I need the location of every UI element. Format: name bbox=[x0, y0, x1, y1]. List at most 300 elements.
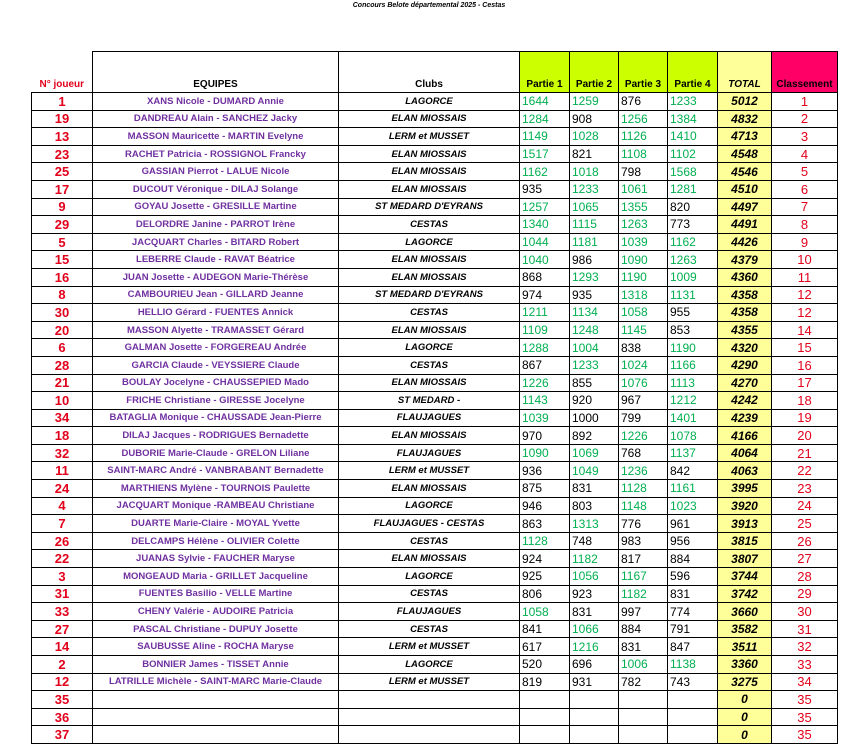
score-partie-3: 1076 bbox=[619, 374, 668, 392]
total-score: 5012 bbox=[718, 93, 772, 111]
score-partie-1: 925 bbox=[520, 568, 570, 586]
club-name bbox=[339, 726, 520, 744]
score-partie-1 bbox=[520, 691, 570, 709]
score-partie-3: 1226 bbox=[619, 427, 668, 445]
club-name: FLAUJAGUES bbox=[339, 444, 520, 462]
ranking: 35 bbox=[772, 726, 838, 744]
club-name: ELAN MIOSSAIS bbox=[339, 321, 520, 339]
player-number: 11 bbox=[32, 462, 93, 480]
club-name: ELAN MIOSSAIS bbox=[339, 374, 520, 392]
team-names: DANDREAU Alain - SANCHEZ Jacky bbox=[93, 110, 339, 128]
score-partie-4: 1212 bbox=[668, 392, 718, 410]
ranking: 24 bbox=[772, 497, 838, 515]
team-names: JUAN Josette - AUDEGON Marie-Thérèse bbox=[93, 268, 339, 286]
player-number: 36 bbox=[32, 708, 93, 726]
table-row bbox=[32, 304, 838, 322]
team-names: XANS Nicole - DUMARD Annie bbox=[93, 93, 339, 111]
ranking: 7 bbox=[772, 198, 838, 216]
score-partie-4: 1113 bbox=[668, 374, 718, 392]
total-score: 4546 bbox=[718, 163, 772, 181]
team-names: CHENY Valérie - AUDOIRE Patricia bbox=[93, 603, 339, 621]
score-partie-3: 831 bbox=[619, 638, 668, 656]
player-number: 34 bbox=[32, 409, 93, 427]
score-partie-4: 820 bbox=[668, 198, 718, 216]
score-partie-4: 1166 bbox=[668, 356, 718, 374]
club-name: LAGORCE bbox=[339, 93, 520, 111]
club-name: ELAN MIOSSAIS bbox=[339, 480, 520, 498]
score-partie-3: 884 bbox=[619, 620, 668, 638]
header-row bbox=[32, 52, 838, 93]
team-names: SAINT-MARC André - VANBRABANT Bernadette bbox=[93, 462, 339, 480]
player-number: 12 bbox=[32, 673, 93, 691]
score-partie-1: 1644 bbox=[520, 93, 570, 111]
team-names: JACQUART Monique -RAMBEAU Christiane bbox=[93, 497, 339, 515]
score-partie-2: 855 bbox=[570, 374, 619, 392]
score-partie-4: 853 bbox=[668, 321, 718, 339]
score-partie-2 bbox=[570, 726, 619, 744]
header-total: TOTAL bbox=[718, 52, 772, 93]
score-partie-1: 1109 bbox=[520, 321, 570, 339]
ranking: 34 bbox=[772, 673, 838, 691]
score-partie-2 bbox=[570, 708, 619, 726]
player-number: 35 bbox=[32, 691, 93, 709]
ranking: 6 bbox=[772, 180, 838, 198]
score-partie-2: 1233 bbox=[570, 356, 619, 374]
ranking: 26 bbox=[772, 532, 838, 550]
table-row bbox=[32, 321, 838, 339]
total-score: 4497 bbox=[718, 198, 772, 216]
player-number: 24 bbox=[32, 480, 93, 498]
total-score: 4491 bbox=[718, 216, 772, 234]
table-row bbox=[32, 233, 838, 251]
score-partie-2: 923 bbox=[570, 585, 619, 603]
score-partie-2: 1216 bbox=[570, 638, 619, 656]
team-names: DUCOUT Véronique - DILAJ Solange bbox=[93, 180, 339, 198]
score-partie-2: 1233 bbox=[570, 180, 619, 198]
total-score: 3744 bbox=[718, 568, 772, 586]
score-partie-2: 1066 bbox=[570, 620, 619, 638]
player-number: 8 bbox=[32, 286, 93, 304]
club-name: LERM et MUSSET bbox=[339, 638, 520, 656]
total-score: 4166 bbox=[718, 427, 772, 445]
player-number: 33 bbox=[32, 603, 93, 621]
score-partie-3: 876 bbox=[619, 93, 668, 111]
club-name: ST MEDARD D'EYRANS bbox=[339, 286, 520, 304]
total-score: 4379 bbox=[718, 251, 772, 269]
score-partie-1: 924 bbox=[520, 550, 570, 568]
score-partie-3 bbox=[619, 691, 668, 709]
total-score: 4358 bbox=[718, 286, 772, 304]
club-name: LERM et MUSSET bbox=[339, 673, 520, 691]
team-names: PASCAL Christiane - DUPUY Josette bbox=[93, 620, 339, 638]
total-score: 3995 bbox=[718, 480, 772, 498]
team-names: JACQUART Charles - BITARD Robert bbox=[93, 233, 339, 251]
player-number: 30 bbox=[32, 304, 93, 322]
score-partie-3 bbox=[619, 726, 668, 744]
ranking: 30 bbox=[772, 603, 838, 621]
score-partie-1: 617 bbox=[520, 638, 570, 656]
team-names bbox=[93, 726, 339, 744]
team-names: BONNIER James - TISSET Annie bbox=[93, 656, 339, 674]
total-score: 4360 bbox=[718, 268, 772, 286]
table-row bbox=[32, 128, 838, 146]
score-partie-1: 875 bbox=[520, 480, 570, 498]
score-partie-3: 1024 bbox=[619, 356, 668, 374]
player-number: 21 bbox=[32, 374, 93, 392]
score-partie-2: 1028 bbox=[570, 128, 619, 146]
total-score: 4063 bbox=[718, 462, 772, 480]
club-name: ELAN MIOSSAIS bbox=[339, 110, 520, 128]
header-clubs: Clubs bbox=[339, 52, 520, 93]
player-number: 4 bbox=[32, 497, 93, 515]
ranking: 19 bbox=[772, 409, 838, 427]
score-partie-2: 931 bbox=[570, 673, 619, 691]
score-partie-4: 955 bbox=[668, 304, 718, 322]
club-name: FLAUJAGUES bbox=[339, 409, 520, 427]
score-partie-3: 768 bbox=[619, 444, 668, 462]
table-row bbox=[32, 339, 838, 357]
team-names: HELLIO Gérard - FUENTES Annick bbox=[93, 304, 339, 322]
total-score: 3511 bbox=[718, 638, 772, 656]
ranking: 27 bbox=[772, 550, 838, 568]
club-name: CESTAS bbox=[339, 532, 520, 550]
score-partie-3: 1167 bbox=[619, 568, 668, 586]
total-score: 4064 bbox=[718, 444, 772, 462]
club-name: ELAN MIOSSAIS bbox=[339, 268, 520, 286]
ranking: 33 bbox=[772, 656, 838, 674]
score-partie-3: 1318 bbox=[619, 286, 668, 304]
header-partie-1: Partie 1 bbox=[520, 52, 570, 93]
ranking: 3 bbox=[772, 128, 838, 146]
total-score: 4290 bbox=[718, 356, 772, 374]
score-partie-4: 842 bbox=[668, 462, 718, 480]
table-row bbox=[32, 691, 838, 709]
ranking: 9 bbox=[772, 233, 838, 251]
score-partie-4: 1233 bbox=[668, 93, 718, 111]
team-names: FUENTES Basilio - VELLE Martine bbox=[93, 585, 339, 603]
player-number: 29 bbox=[32, 216, 93, 234]
header-num: N° joueur bbox=[32, 52, 93, 93]
score-partie-1: 1340 bbox=[520, 216, 570, 234]
club-name: ST MEDARD - bbox=[339, 392, 520, 410]
score-partie-1: 1211 bbox=[520, 304, 570, 322]
player-number: 27 bbox=[32, 620, 93, 638]
table-row bbox=[32, 585, 838, 603]
table-row bbox=[32, 286, 838, 304]
total-score: 4713 bbox=[718, 128, 772, 146]
score-partie-4: 1102 bbox=[668, 145, 718, 163]
ranking: 1 bbox=[772, 93, 838, 111]
score-partie-1: 936 bbox=[520, 462, 570, 480]
score-partie-1: 819 bbox=[520, 673, 570, 691]
score-partie-4: 1137 bbox=[668, 444, 718, 462]
header-classement: Classement bbox=[772, 52, 838, 93]
club-name: ELAN MIOSSAIS bbox=[339, 427, 520, 445]
team-names: GOYAU Josette - GRESILLE Martine bbox=[93, 198, 339, 216]
score-partie-2: 696 bbox=[570, 656, 619, 674]
team-names: FRICHE Christiane - GIRESSE Jocelyne bbox=[93, 392, 339, 410]
score-partie-2: 1004 bbox=[570, 339, 619, 357]
total-score: 4358 bbox=[718, 304, 772, 322]
club-name: LERM et MUSSET bbox=[339, 462, 520, 480]
club-name: CESTAS bbox=[339, 216, 520, 234]
table-row bbox=[32, 216, 838, 234]
score-partie-3 bbox=[619, 708, 668, 726]
score-partie-2: 1259 bbox=[570, 93, 619, 111]
club-name: ST MEDARD D'EYRANS bbox=[339, 198, 520, 216]
club-name: LAGORCE bbox=[339, 568, 520, 586]
table-row bbox=[32, 656, 838, 674]
score-partie-2: 1056 bbox=[570, 568, 619, 586]
table-row bbox=[32, 708, 838, 726]
total-score: 4239 bbox=[718, 409, 772, 427]
results-table bbox=[31, 51, 838, 744]
team-names: DUARTE Marie-Claire - MOYAL Yvette bbox=[93, 515, 339, 533]
score-partie-1: 970 bbox=[520, 427, 570, 445]
score-partie-4: 956 bbox=[668, 532, 718, 550]
ranking: 23 bbox=[772, 480, 838, 498]
score-partie-3: 1058 bbox=[619, 304, 668, 322]
score-partie-4: 1281 bbox=[668, 180, 718, 198]
score-partie-2: 920 bbox=[570, 392, 619, 410]
club-name: LERM et MUSSET bbox=[339, 128, 520, 146]
team-names: DILAJ Jacques - RODRIGUES Bernadette bbox=[93, 427, 339, 445]
table-row bbox=[32, 462, 838, 480]
score-partie-1: 1128 bbox=[520, 532, 570, 550]
score-partie-3: 1061 bbox=[619, 180, 668, 198]
table-row bbox=[32, 444, 838, 462]
score-partie-3: 1355 bbox=[619, 198, 668, 216]
ranking: 25 bbox=[772, 515, 838, 533]
score-partie-3: 1263 bbox=[619, 216, 668, 234]
score-partie-1: 1058 bbox=[520, 603, 570, 621]
score-partie-1: 1517 bbox=[520, 145, 570, 163]
header-partie-3: Partie 3 bbox=[619, 52, 668, 93]
score-partie-2: 1049 bbox=[570, 462, 619, 480]
score-partie-4: 847 bbox=[668, 638, 718, 656]
team-names: GARCIA Claude - VEYSSIERE Claude bbox=[93, 356, 339, 374]
team-names: RACHET Patricia - ROSSIGNOL Francky bbox=[93, 145, 339, 163]
club-name: LAGORCE bbox=[339, 339, 520, 357]
score-partie-3: 1190 bbox=[619, 268, 668, 286]
score-partie-3: 799 bbox=[619, 409, 668, 427]
table-row bbox=[32, 374, 838, 392]
score-partie-4: 831 bbox=[668, 585, 718, 603]
score-partie-1: 841 bbox=[520, 620, 570, 638]
score-partie-1: 1226 bbox=[520, 374, 570, 392]
ranking: 35 bbox=[772, 708, 838, 726]
total-score: 0 bbox=[718, 708, 772, 726]
total-score: 3660 bbox=[718, 603, 772, 621]
table-row bbox=[32, 93, 838, 111]
total-score: 3360 bbox=[718, 656, 772, 674]
team-names: LATRILLE Michèle - SAINT-MARC Marie-Claude bbox=[93, 673, 339, 691]
score-partie-2: 1134 bbox=[570, 304, 619, 322]
score-partie-3: 1006 bbox=[619, 656, 668, 674]
score-partie-1: 806 bbox=[520, 585, 570, 603]
score-partie-2: 892 bbox=[570, 427, 619, 445]
table-row bbox=[32, 180, 838, 198]
ranking: 28 bbox=[772, 568, 838, 586]
table-row bbox=[32, 356, 838, 374]
score-partie-4: 1384 bbox=[668, 110, 718, 128]
team-names: SAUBUSSE Aline - ROCHA Maryse bbox=[93, 638, 339, 656]
score-partie-1: 1039 bbox=[520, 409, 570, 427]
team-names: CAMBOURIEU Jean - GILLARD Jeanne bbox=[93, 286, 339, 304]
score-partie-3: 817 bbox=[619, 550, 668, 568]
club-name bbox=[339, 691, 520, 709]
page-title: Concours Belote départemental 2025 - Cestas bbox=[352, 2, 506, 9]
score-partie-2: 1018 bbox=[570, 163, 619, 181]
score-partie-2: 1181 bbox=[570, 233, 619, 251]
table-row bbox=[32, 409, 838, 427]
total-score: 3742 bbox=[718, 585, 772, 603]
team-names: GALMAN Josette - FORGEREAU Andrée bbox=[93, 339, 339, 357]
player-number: 9 bbox=[32, 198, 93, 216]
score-partie-1 bbox=[520, 726, 570, 744]
score-partie-4: 1410 bbox=[668, 128, 718, 146]
ranking: 15 bbox=[772, 339, 838, 357]
score-partie-2: 1248 bbox=[570, 321, 619, 339]
header-partie-4: Partie 4 bbox=[668, 52, 718, 93]
score-partie-2: 831 bbox=[570, 603, 619, 621]
total-score: 3275 bbox=[718, 673, 772, 691]
table-row bbox=[32, 638, 838, 656]
club-name: ELAN MIOSSAIS bbox=[339, 163, 520, 181]
ranking: 35 bbox=[772, 691, 838, 709]
total-score: 4426 bbox=[718, 233, 772, 251]
player-number: 1 bbox=[32, 93, 93, 111]
ranking: 12 bbox=[772, 286, 838, 304]
score-partie-4: 884 bbox=[668, 550, 718, 568]
table-row bbox=[32, 726, 838, 744]
score-partie-2: 821 bbox=[570, 145, 619, 163]
player-number: 13 bbox=[32, 128, 93, 146]
score-partie-3: 967 bbox=[619, 392, 668, 410]
total-score: 4242 bbox=[718, 392, 772, 410]
score-partie-4: 1190 bbox=[668, 339, 718, 357]
score-partie-4: 596 bbox=[668, 568, 718, 586]
player-number: 5 bbox=[32, 233, 93, 251]
team-names: BOULAY Jocelyne - CHAUSSEPIED Mado bbox=[93, 374, 339, 392]
score-partie-2: 831 bbox=[570, 480, 619, 498]
table-row bbox=[32, 110, 838, 128]
ranking: 16 bbox=[772, 356, 838, 374]
ranking: 22 bbox=[772, 462, 838, 480]
player-number: 20 bbox=[32, 321, 93, 339]
total-score: 4510 bbox=[718, 180, 772, 198]
player-number: 18 bbox=[32, 427, 93, 445]
player-number: 23 bbox=[32, 145, 93, 163]
table-row bbox=[32, 497, 838, 515]
score-partie-4: 773 bbox=[668, 216, 718, 234]
player-number: 37 bbox=[32, 726, 93, 744]
player-number: 2 bbox=[32, 656, 93, 674]
total-score: 3920 bbox=[718, 497, 772, 515]
score-partie-2 bbox=[570, 691, 619, 709]
table-row bbox=[32, 532, 838, 550]
score-partie-4 bbox=[668, 726, 718, 744]
ranking: 8 bbox=[772, 216, 838, 234]
team-names: BATAGLIA Monique - CHAUSSADE Jean-Pierre bbox=[93, 409, 339, 427]
score-partie-2: 1115 bbox=[570, 216, 619, 234]
club-name: FLAUJAGUES - CESTAS bbox=[339, 515, 520, 533]
table-row bbox=[32, 251, 838, 269]
player-number: 17 bbox=[32, 180, 93, 198]
score-partie-4: 1568 bbox=[668, 163, 718, 181]
club-name: CESTAS bbox=[339, 585, 520, 603]
header-partie-2: Partie 2 bbox=[570, 52, 619, 93]
score-partie-3: 838 bbox=[619, 339, 668, 357]
team-names: GASSIAN Pierrot - LALUE Nicole bbox=[93, 163, 339, 181]
score-partie-4: 1009 bbox=[668, 268, 718, 286]
score-partie-3: 1145 bbox=[619, 321, 668, 339]
table-row bbox=[32, 145, 838, 163]
club-name: CESTAS bbox=[339, 304, 520, 322]
club-name: ELAN MIOSSAIS bbox=[339, 550, 520, 568]
score-partie-4: 1161 bbox=[668, 480, 718, 498]
total-score: 4355 bbox=[718, 321, 772, 339]
ranking: 2 bbox=[772, 110, 838, 128]
score-partie-3: 776 bbox=[619, 515, 668, 533]
score-partie-2: 986 bbox=[570, 251, 619, 269]
score-partie-3: 1148 bbox=[619, 497, 668, 515]
score-partie-2: 935 bbox=[570, 286, 619, 304]
total-score: 4270 bbox=[718, 374, 772, 392]
player-number: 6 bbox=[32, 339, 93, 357]
ranking: 32 bbox=[772, 638, 838, 656]
score-partie-1: 1044 bbox=[520, 233, 570, 251]
total-score: 3582 bbox=[718, 620, 772, 638]
ranking: 18 bbox=[772, 392, 838, 410]
team-names: JUANAS Sylvie - FAUCHER Maryse bbox=[93, 550, 339, 568]
team-names bbox=[93, 691, 339, 709]
team-names: DELCAMPS Hélène - OLIVIER Colette bbox=[93, 532, 339, 550]
total-score: 4832 bbox=[718, 110, 772, 128]
ranking: 11 bbox=[772, 268, 838, 286]
player-number: 14 bbox=[32, 638, 93, 656]
score-partie-3: 1108 bbox=[619, 145, 668, 163]
table-row bbox=[32, 673, 838, 691]
score-partie-1: 1162 bbox=[520, 163, 570, 181]
score-partie-4: 774 bbox=[668, 603, 718, 621]
player-number: 3 bbox=[32, 568, 93, 586]
table-row bbox=[32, 268, 838, 286]
player-number: 19 bbox=[32, 110, 93, 128]
ranking: 29 bbox=[772, 585, 838, 603]
table-row bbox=[32, 163, 838, 181]
team-names: LEBERRE Claude - RAVAT Béatrice bbox=[93, 251, 339, 269]
score-partie-2: 1000 bbox=[570, 409, 619, 427]
score-partie-4: 1162 bbox=[668, 233, 718, 251]
club-name bbox=[339, 708, 520, 726]
club-name: CESTAS bbox=[339, 620, 520, 638]
total-score: 0 bbox=[718, 691, 772, 709]
score-partie-4: 791 bbox=[668, 620, 718, 638]
score-partie-3: 1039 bbox=[619, 233, 668, 251]
table-row bbox=[32, 392, 838, 410]
club-name: ELAN MIOSSAIS bbox=[339, 251, 520, 269]
score-partie-4: 1078 bbox=[668, 427, 718, 445]
score-partie-1: 867 bbox=[520, 356, 570, 374]
club-name: ELAN MIOSSAIS bbox=[339, 145, 520, 163]
score-partie-1: 1149 bbox=[520, 128, 570, 146]
score-partie-1: 1288 bbox=[520, 339, 570, 357]
score-partie-3: 798 bbox=[619, 163, 668, 181]
score-partie-1: 974 bbox=[520, 286, 570, 304]
team-names: MASSON Mauricette - MARTIN Evelyne bbox=[93, 128, 339, 146]
player-number: 10 bbox=[32, 392, 93, 410]
